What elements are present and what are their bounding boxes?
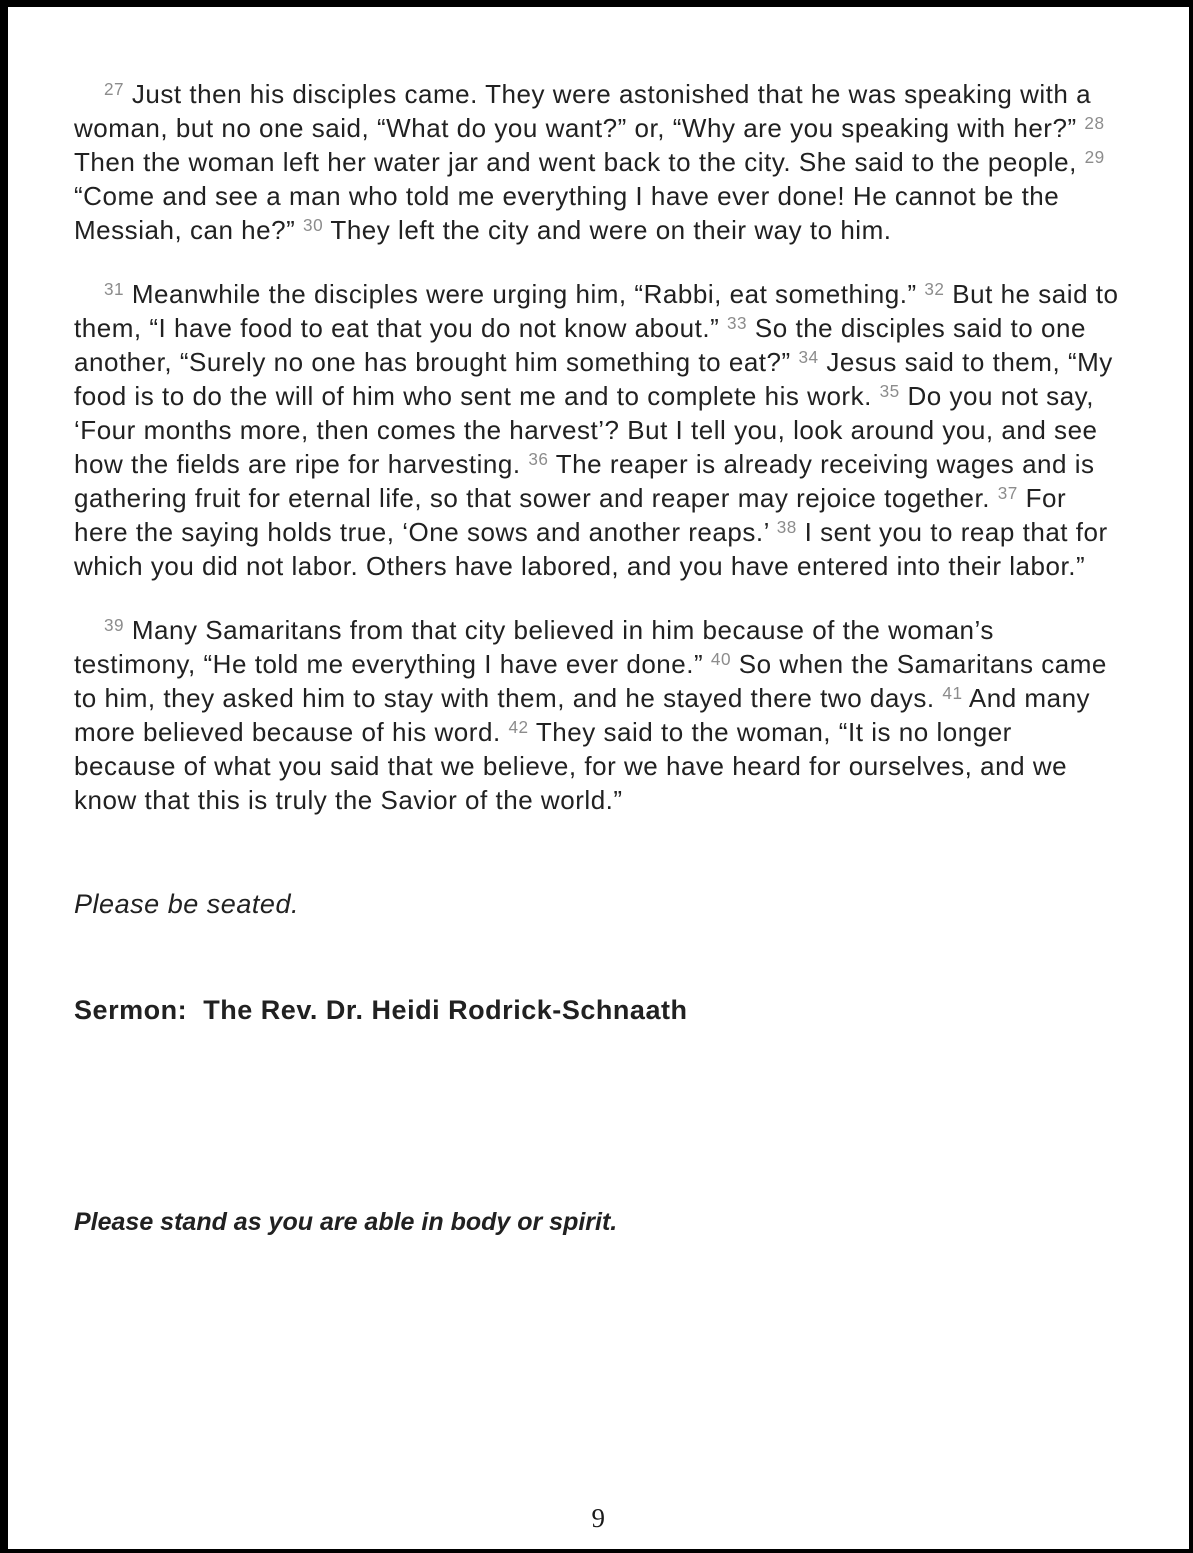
- rubric-be-seated: Please be seated.: [74, 889, 299, 919]
- verse-number: 36: [528, 449, 549, 470]
- verse-number: 33: [727, 313, 748, 334]
- verse-number: 32: [924, 279, 945, 300]
- scripture-paragraph: $^{31}$ Meanwhile the disciples were urging him, “Rabbi, eat something.” $^{32}$ But he said to them, “I have food to eat that you do not know about.” $^{33}$ So the disciples said to one another, “Surely no one has brought him something to eat?” $^{34}$ Jesus said to them, “My food is to do the will of him who sent me and to complete his work. $^{35}$ Do you not say, ‘Four months more, then comes the harvest’? But I tell you, look around you, and see how the fields are ripe for harvesting. $^{36}$ The reaper is already receiving wages and is gathering fruit for eternal life, so that sower and reaper may rejoice together. $^{37}$ For here the saying holds true, ‘One sows and another reaps.’ $^{38}$ I sent you to reap that for which you did not labor. Others have labored, and you have entered into their labor.”: [74, 279, 1119, 581]
- verse-number: 40: [710, 649, 732, 670]
- verse-number: 41: [942, 683, 963, 704]
- verse-number: 29: [1084, 147, 1105, 168]
- scripture-paragraph: $^{39}$ Many Samaritans from that city believed in him because of the woman’s testimony, “He told me everything I have ever done.” $^{40}$ So when the Samaritans came to him, they asked him to stay with them, and he stayed there two days. $^{41}$ And many more believed because of his word. $^{42}$ They said to the woman, “It is no longer because of what you said that we believe, for we have heard for ourselves, and we know that this is truly the Savior of the world.”: [74, 615, 1107, 815]
- verse-number: 42: [508, 717, 529, 738]
- sermon-heading: Sermon: The Rev. Dr. Heidi Rodrick-Schnaath: [74, 995, 688, 1025]
- verse-number: 39: [104, 615, 125, 636]
- scripture-passage: [74, 77, 1119, 817]
- verse-number: 31: [104, 279, 125, 300]
- verse-number: 30: [303, 215, 324, 236]
- verse-number: 28: [1084, 113, 1105, 134]
- verse-number: 27: [104, 79, 125, 100]
- verse-number: 37: [997, 483, 1018, 504]
- page-number: 9: [591, 1503, 606, 1533]
- rubric-stand: Please stand as you are able in body or spirit.: [74, 1208, 618, 1236]
- scripture-paragraph: $^{27}$ Just then his disciples came. They were astonished that he was speaking with a woman, but no one said, “What do you want?” or, “Why are you speaking with her?” $^{28}$ Then the woman left her water jar and went back to the city. She said to the people, $^{29}$ “Come and see a man who told me everything I have ever done! He cannot be the Messiah, can he?” $^{30}$ They left the city and were on their way to him.: [74, 79, 1105, 245]
- verse-number: 34: [798, 347, 819, 368]
- verse-number: 38: [776, 517, 797, 538]
- verse-number: 35: [879, 381, 900, 402]
